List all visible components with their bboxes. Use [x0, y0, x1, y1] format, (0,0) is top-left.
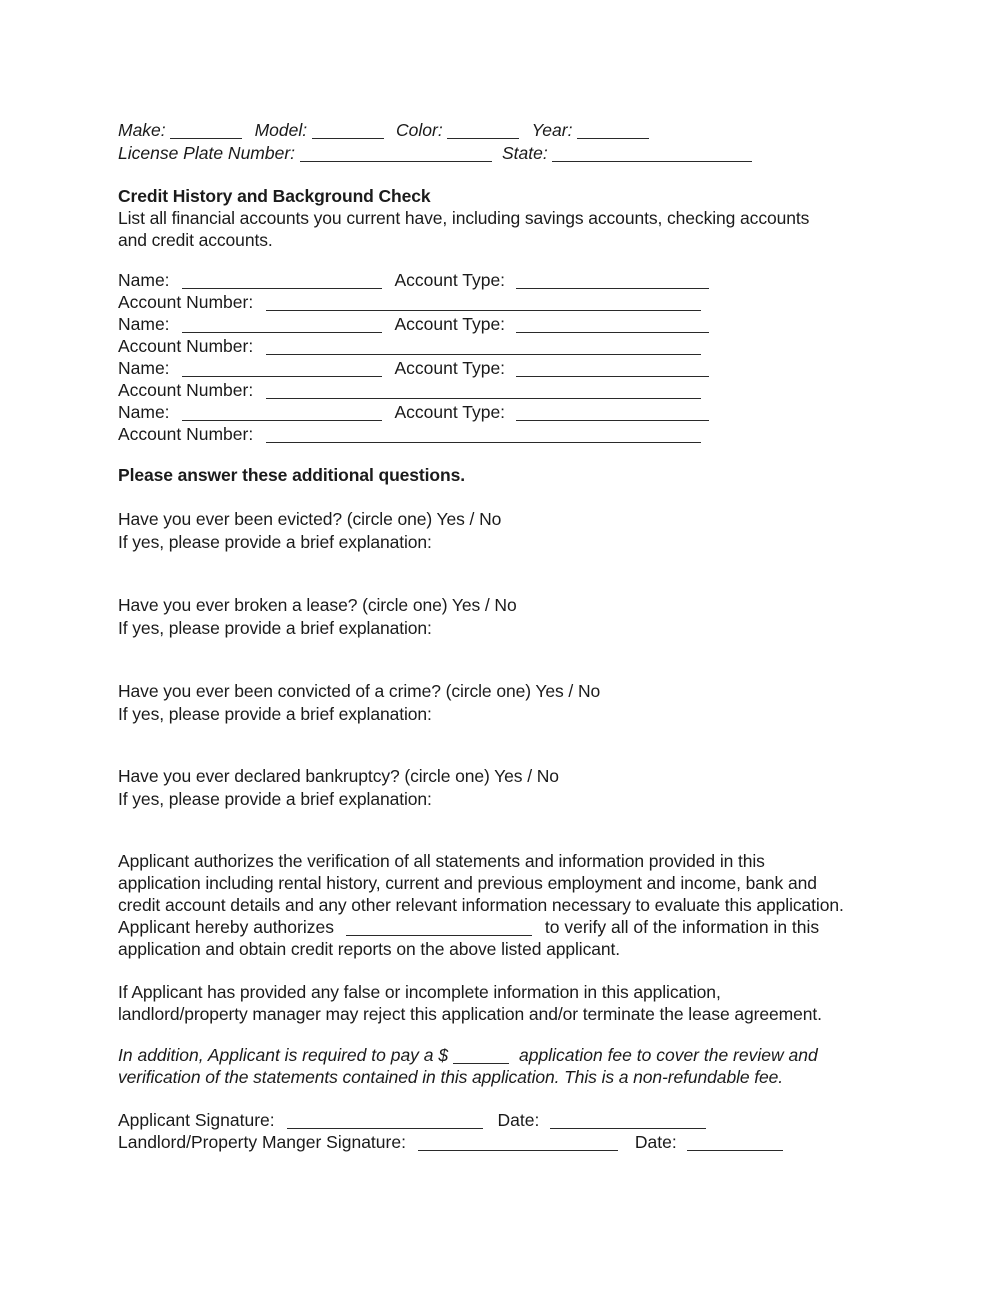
question-text-1[interactable]: Have you ever been evicted? (circle one) Yes / No [118, 509, 502, 529]
account-name-label: Name: [118, 314, 170, 334]
applicant-signature-label: Applicant Signature: [118, 1110, 275, 1130]
landlord-signature-field[interactable] [418, 1150, 618, 1151]
account-type-label: Account Type: [394, 358, 506, 378]
fee-paragraph-line-2: verification of the statements contained in this application. This is a non-refundable fee. [118, 1067, 784, 1087]
authorized-party-field[interactable] [346, 935, 532, 936]
question-explanation-prompt-2: If yes, please provide a brief explanation: [118, 618, 432, 638]
landlord-date-label: Date: [634, 1132, 677, 1152]
vehicle-color-label: Color: [396, 120, 443, 140]
question-text-4[interactable]: Have you ever declared bankruptcy? (circle one) Yes / No [118, 766, 559, 786]
account-type-label: Account Type: [394, 270, 506, 290]
applicant-date-label: Date: [497, 1110, 540, 1130]
authorization-p1-line-5: application and obtain credit reports on the above listed applicant. [118, 939, 621, 959]
account-number-field-3[interactable] [266, 398, 701, 399]
account-row-number-3 [118, 379, 701, 401]
fee-paragraph-line-1 [118, 1044, 818, 1066]
authorization-p1-line-2: application including rental history, current and previous employment and income, bank and [118, 873, 817, 893]
account-number-label: Account Number: [118, 380, 254, 400]
authorized-party-suffix: to verify all of the information in this [544, 917, 820, 937]
account-type-label: Account Type: [394, 402, 506, 422]
vehicle-make-label: Make: [118, 120, 166, 140]
account-row-name-1 [118, 269, 709, 291]
vehicle-year-label: Year: [531, 120, 573, 140]
authorization-p1-line-4 [118, 916, 819, 938]
account-name-field-1[interactable] [182, 288, 382, 289]
account-name-label: Name: [118, 358, 170, 378]
authorization-p2-line-1: If Applicant has provided any false or incomplete information in this application, [118, 982, 721, 1002]
vehicle-year-field[interactable] [577, 138, 649, 139]
landlord-signature-row [118, 1131, 783, 1153]
authorized-party-prefix: Applicant hereby authorizes [118, 917, 334, 937]
fee-amount-field[interactable] [453, 1063, 509, 1064]
state-label: State: [501, 143, 548, 163]
account-type-field-3[interactable] [516, 376, 709, 377]
account-number-field-2[interactable] [266, 354, 701, 355]
account-row-number-2 [118, 335, 701, 357]
vehicle-model-field[interactable] [312, 138, 384, 139]
credit-history-heading: Credit History and Background Check [118, 186, 431, 206]
applicant-signature-field[interactable] [287, 1128, 483, 1129]
vehicle-model-label: Model: [254, 120, 308, 140]
account-name-label: Name: [118, 402, 170, 422]
vehicle-color-field[interactable] [447, 138, 519, 139]
account-row-name-3 [118, 357, 709, 379]
authorization-p2-line-2: landlord/property manager may reject this application and/or terminate the lease agreement. [118, 1004, 822, 1024]
account-row-name-4 [118, 401, 709, 423]
account-row-number-4 [118, 423, 701, 445]
additional-questions-heading: Please answer these additional questions. [118, 465, 465, 485]
question-explanation-prompt-1: If yes, please provide a brief explanation: [118, 532, 432, 552]
account-number-label: Account Number: [118, 292, 254, 312]
account-type-field-2[interactable] [516, 332, 709, 333]
account-number-field-1[interactable] [266, 310, 701, 311]
account-type-label: Account Type: [394, 314, 506, 334]
account-row-number-1 [118, 291, 701, 313]
account-name-field-2[interactable] [182, 332, 382, 333]
account-name-label: Name: [118, 270, 170, 290]
question-text-2[interactable]: Have you ever broken a lease? (circle one) Yes / No [118, 595, 517, 615]
authorization-p1-line-1: Applicant authorizes the verification of all statements and information provided in this [118, 851, 765, 871]
applicant-signature-row [118, 1109, 706, 1131]
account-number-field-4[interactable] [266, 442, 701, 443]
fee-suffix: application fee to cover the review and [519, 1045, 818, 1065]
vehicle-line-1 [118, 119, 649, 141]
landlord-signature-label: Landlord/Property Manger Signature: [118, 1132, 406, 1152]
authorization-p1-line-3: credit account details and any other relevant information necessary to evaluate this application. [118, 895, 844, 915]
question-explanation-prompt-3: If yes, please provide a brief explanation: [118, 704, 432, 724]
question-explanation-prompt-4: If yes, please provide a brief explanation: [118, 789, 432, 809]
state-field[interactable] [552, 161, 752, 162]
account-type-field-1[interactable] [516, 288, 709, 289]
credit-instructions-line-2: and credit accounts. [118, 230, 273, 250]
question-text-3[interactable]: Have you ever been convicted of a crime? (circle one) Yes / No [118, 681, 601, 701]
account-number-label: Account Number: [118, 424, 254, 444]
fee-prefix: In addition, Applicant is required to pay a $ [118, 1045, 449, 1065]
account-type-field-4[interactable] [516, 420, 709, 421]
account-row-name-2 [118, 313, 709, 335]
account-number-label: Account Number: [118, 336, 254, 356]
landlord-date-field[interactable] [687, 1150, 783, 1151]
vehicle-make-field[interactable] [170, 138, 242, 139]
account-name-field-3[interactable] [182, 376, 382, 377]
account-name-field-4[interactable] [182, 420, 382, 421]
applicant-date-field[interactable] [550, 1128, 706, 1129]
credit-instructions-line-1: List all financial accounts you current have, including savings accounts, checking accounts [118, 208, 810, 228]
vehicle-line-2 [118, 142, 752, 164]
license-plate-label: License Plate Number: [118, 143, 296, 163]
license-plate-field[interactable] [300, 161, 492, 162]
